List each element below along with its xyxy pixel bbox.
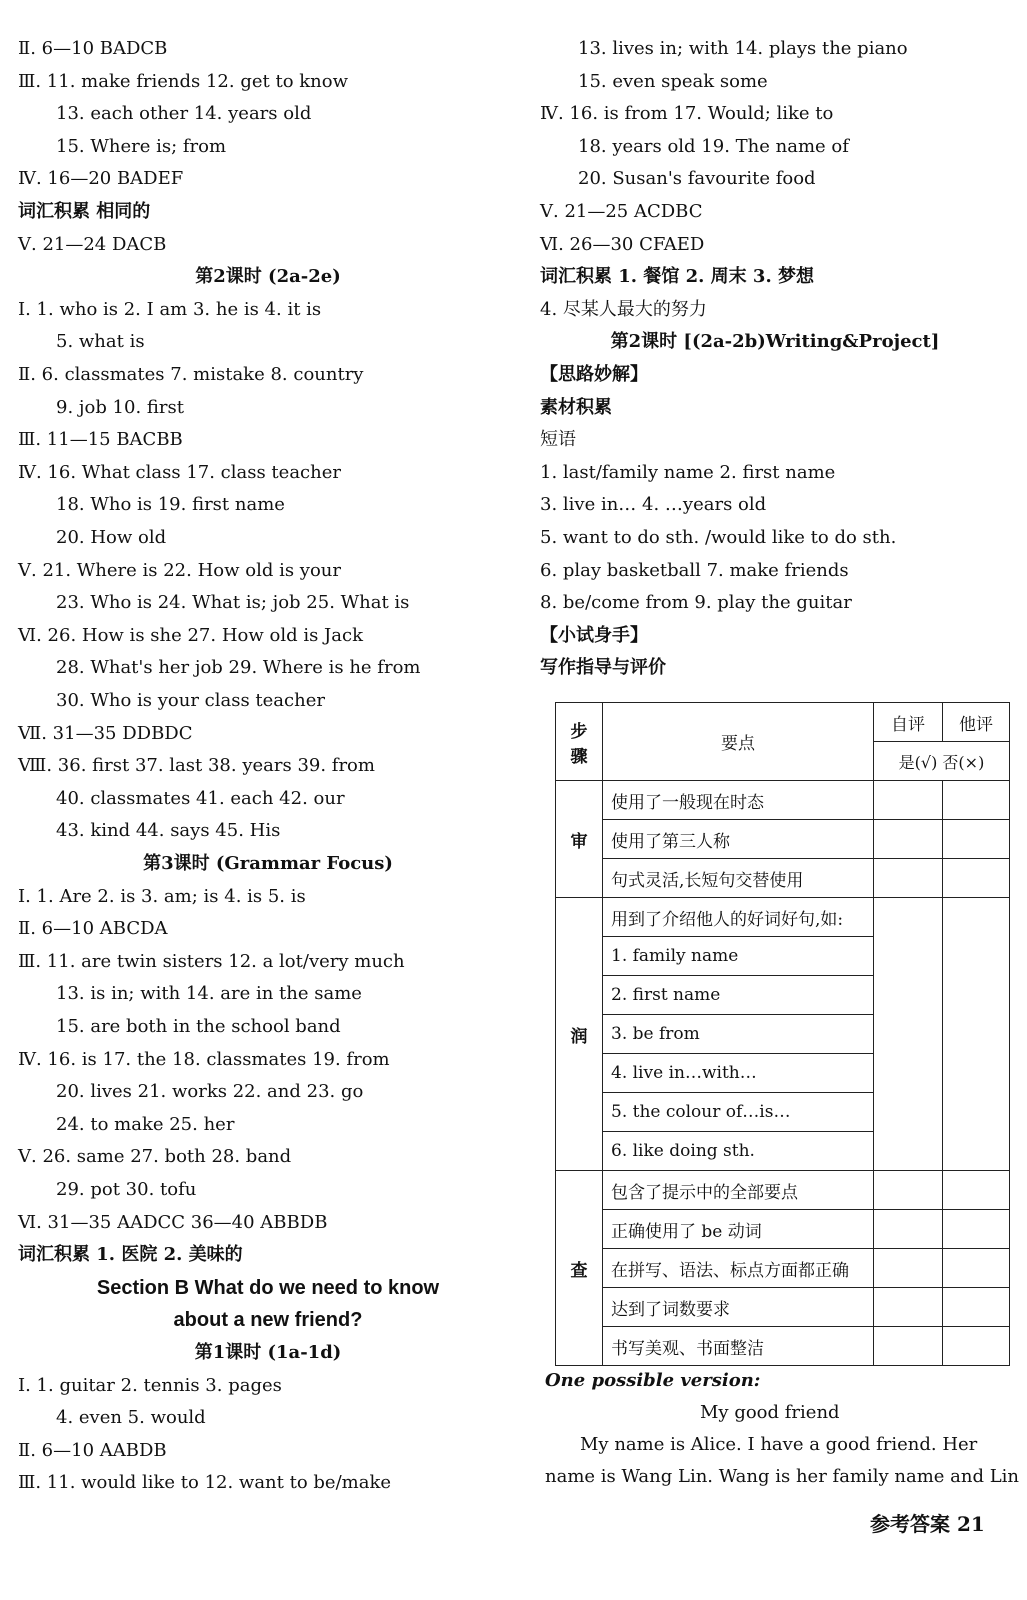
answer-line: 18. Who is 19. first name — [56, 494, 285, 516]
page-number-footer: 参考答案 21 — [870, 1512, 985, 1536]
answer-line: 5. what is — [56, 331, 145, 353]
answer-line: Ⅴ. 26. same 27. both 28. band — [18, 1146, 292, 1168]
answer-line: Ⅰ. 1. who is 2. I am 3. he is 4. it is — [18, 298, 322, 320]
answer-line: Ⅳ. 16. is from 17. Would; like to — [540, 103, 834, 125]
point-cell: 3. be from — [603, 1015, 874, 1054]
answer-line: 第2课时 (2a-2e) — [195, 266, 341, 288]
answer-line: Section B What do we need to know — [96, 1276, 440, 1299]
answer-line: Ⅷ. 36. first 37. last 38. years 39. from — [18, 755, 375, 777]
answer-line: 写作指导与评价 — [540, 657, 666, 679]
self-cell[interactable] — [874, 1210, 943, 1249]
answer-line: Ⅲ. 11. make friends 12. get to know — [18, 70, 348, 92]
point-cell: 书写美观、书面整洁 — [603, 1327, 874, 1366]
self-cell[interactable] — [874, 1288, 943, 1327]
answer-line: Ⅴ. 21—25 ACDBC — [540, 201, 703, 222]
point-cell: 用到了介绍他人的好词好句,如: — [603, 898, 874, 937]
answer-line: 13. each other 14. years old — [56, 103, 312, 125]
answer-line: Ⅱ. 6—10 ABCDA — [18, 918, 168, 940]
other-cell[interactable] — [943, 1327, 1010, 1366]
point-cell: 4. live in…with… — [603, 1054, 874, 1093]
answer-line: 20. How old — [56, 527, 167, 548]
other-cell[interactable] — [943, 781, 1010, 820]
answer-line: 第1课时 (1a-1d) — [194, 1342, 342, 1363]
answer-line: Ⅰ. 1. guitar 2. tennis 3. pages — [18, 1374, 282, 1396]
answer-line: 词汇积累 相同的 — [18, 201, 151, 222]
self-cell[interactable] — [874, 1327, 943, 1366]
answer-line: Ⅴ. 21—24 DACB — [18, 233, 167, 255]
answer-line: 20. Susan's favourite food — [578, 168, 816, 190]
answer-line: 29. pot 30. tofu — [56, 1179, 197, 1200]
self-cell[interactable] — [874, 1171, 943, 1210]
header-point: 要点 — [603, 703, 874, 781]
answer-line: 素材积累 — [540, 396, 612, 418]
answer-line: Ⅰ. 1. Are 2. is 3. am; is 4. is 5. is — [18, 885, 306, 907]
answer-line: 13. is in; with 14. are in the same — [56, 983, 362, 1005]
header-yesno: 是(√) 否(×) — [874, 742, 1010, 781]
other-cell[interactable] — [943, 1288, 1010, 1327]
point-cell: 6. like doing sth. — [603, 1132, 874, 1171]
answer-line: Ⅵ. 31—35 AADCC 36—40 ABBDB — [18, 1211, 328, 1233]
point-cell: 使用了一般现在时态 — [603, 781, 874, 820]
point-cell: 包含了提示中的全部要点 — [603, 1171, 874, 1210]
essay-label: One possible version: — [545, 1370, 761, 1391]
answer-line: Ⅱ. 6—10 BADCB — [18, 38, 168, 59]
answer-line: 短语 — [540, 429, 576, 451]
answer-line: 15. even speak some — [578, 70, 768, 92]
essay-line-1: My name is Alice. I have a good friend. Her — [580, 1434, 978, 1455]
answer-line: 第3课时 (Grammar Focus) — [143, 853, 393, 874]
step-cell: 查 — [556, 1171, 603, 1366]
header-step: 步骤 — [556, 703, 603, 781]
point-cell: 句式灵活,长短句交替使用 — [603, 859, 874, 898]
answer-line: 28. What's her job 29. Where is he from — [56, 657, 421, 679]
answer-line: 5. want to do sth. /would like to do sth. — [540, 527, 897, 548]
point-cell: 1. family name — [603, 937, 874, 976]
other-cell[interactable] — [943, 1171, 1010, 1210]
answer-line: Ⅲ. 11. are twin sisters 12. a lot/very much — [18, 950, 405, 972]
answer-line: 4. 尽某人最大的努力 — [540, 298, 707, 320]
answer-line: 第2课时 [(2a-2b)Writing&Project] — [610, 331, 940, 353]
self-cell[interactable] — [874, 859, 943, 898]
answer-line: 20. lives 21. works 22. and 23. go — [56, 1081, 364, 1103]
answer-line: 30. Who is your class teacher — [56, 690, 325, 711]
answer-line: Ⅳ. 16. What class 17. class teacher — [18, 461, 341, 483]
point-cell: 达到了词数要求 — [603, 1288, 874, 1327]
point-cell: 正确使用了 be 动词 — [603, 1210, 874, 1249]
answer-line: Ⅲ. 11—15 BACBB — [18, 429, 183, 451]
answer-line: Ⅳ. 16—20 BADEF — [18, 168, 184, 190]
answer-line: 3. live in… 4. …years old — [540, 494, 767, 516]
other-cell[interactable] — [943, 820, 1010, 859]
answer-line: 词汇积累 1. 医院 2. 美味的 — [18, 1244, 243, 1266]
step-cell: 审 — [556, 781, 603, 898]
answer-line: 15. are both in the school band — [56, 1016, 341, 1037]
essay-line-2: name is Wang Lin. Wang is her family name and Lin — [545, 1466, 1020, 1487]
self-cell[interactable] — [874, 781, 943, 820]
other-cell[interactable] — [943, 898, 1010, 1171]
answer-line: 40. classmates 41. each 42. our — [56, 787, 345, 809]
self-cell[interactable] — [874, 1249, 943, 1288]
answer-line: Ⅱ. 6. classmates 7. mistake 8. country — [18, 364, 364, 385]
answer-line: 18. years old 19. The name of — [578, 135, 849, 157]
essay-title: My good friend — [700, 1402, 840, 1423]
answer-line: 23. Who is 24. What is; job 25. What is — [56, 592, 410, 614]
answer-line: Ⅴ. 21. Where is 22. How old is your — [18, 559, 341, 581]
answer-line: 13. lives in; with 14. plays the piano — [578, 38, 908, 59]
answer-line: Ⅲ. 11. would like to 12. want to be/make — [18, 1472, 391, 1494]
self-cell[interactable] — [874, 820, 943, 859]
answer-line: 1. last/family name 2. first name — [540, 461, 836, 483]
other-cell[interactable] — [943, 859, 1010, 898]
evaluation-table — [555, 702, 1010, 1366]
answer-line: Ⅳ. 16. is 17. the 18. classmates 19. from — [18, 1048, 390, 1070]
answer-line: 9. job 10. first — [56, 396, 184, 418]
answer-line: 43. kind 44. says 45. His — [56, 820, 281, 842]
other-cell[interactable] — [943, 1249, 1010, 1288]
answer-line: 词汇积累 1. 餐馆 2. 周末 3. 梦想 — [540, 266, 814, 288]
answer-line: 4. even 5. would — [56, 1407, 206, 1429]
answer-line: 【思路妙解】 — [540, 364, 648, 385]
point-cell: 5. the colour of…is… — [603, 1093, 874, 1132]
header-self: 自评 — [874, 703, 943, 742]
answer-line: Ⅶ. 31—35 DDBDC — [18, 722, 193, 744]
answer-line: Ⅵ. 26—30 CFAED — [540, 233, 705, 255]
answer-line: about a new friend? — [173, 1309, 363, 1332]
answer-line: 8. be/come from 9. play the guitar — [540, 592, 852, 614]
other-cell[interactable] — [943, 1210, 1010, 1249]
step-cell: 润 — [556, 898, 603, 1171]
answer-line: 6. play basketball 7. make friends — [540, 559, 849, 581]
self-cell[interactable] — [874, 898, 943, 1171]
answer-line: Ⅵ. 26. How is she 27. How old is Jack — [18, 624, 363, 646]
answer-line: 15. Where is; from — [56, 135, 227, 157]
answer-line: 【小试身手】 — [540, 624, 648, 646]
header-other: 他评 — [943, 703, 1010, 742]
answer-line: Ⅱ. 6—10 AABDB — [18, 1439, 167, 1461]
answer-line: 24. to make 25. her — [56, 1113, 235, 1135]
point-cell: 2. first name — [603, 976, 874, 1015]
point-cell: 使用了第三人称 — [603, 820, 874, 859]
point-cell: 在拼写、语法、标点方面都正确 — [603, 1249, 874, 1288]
